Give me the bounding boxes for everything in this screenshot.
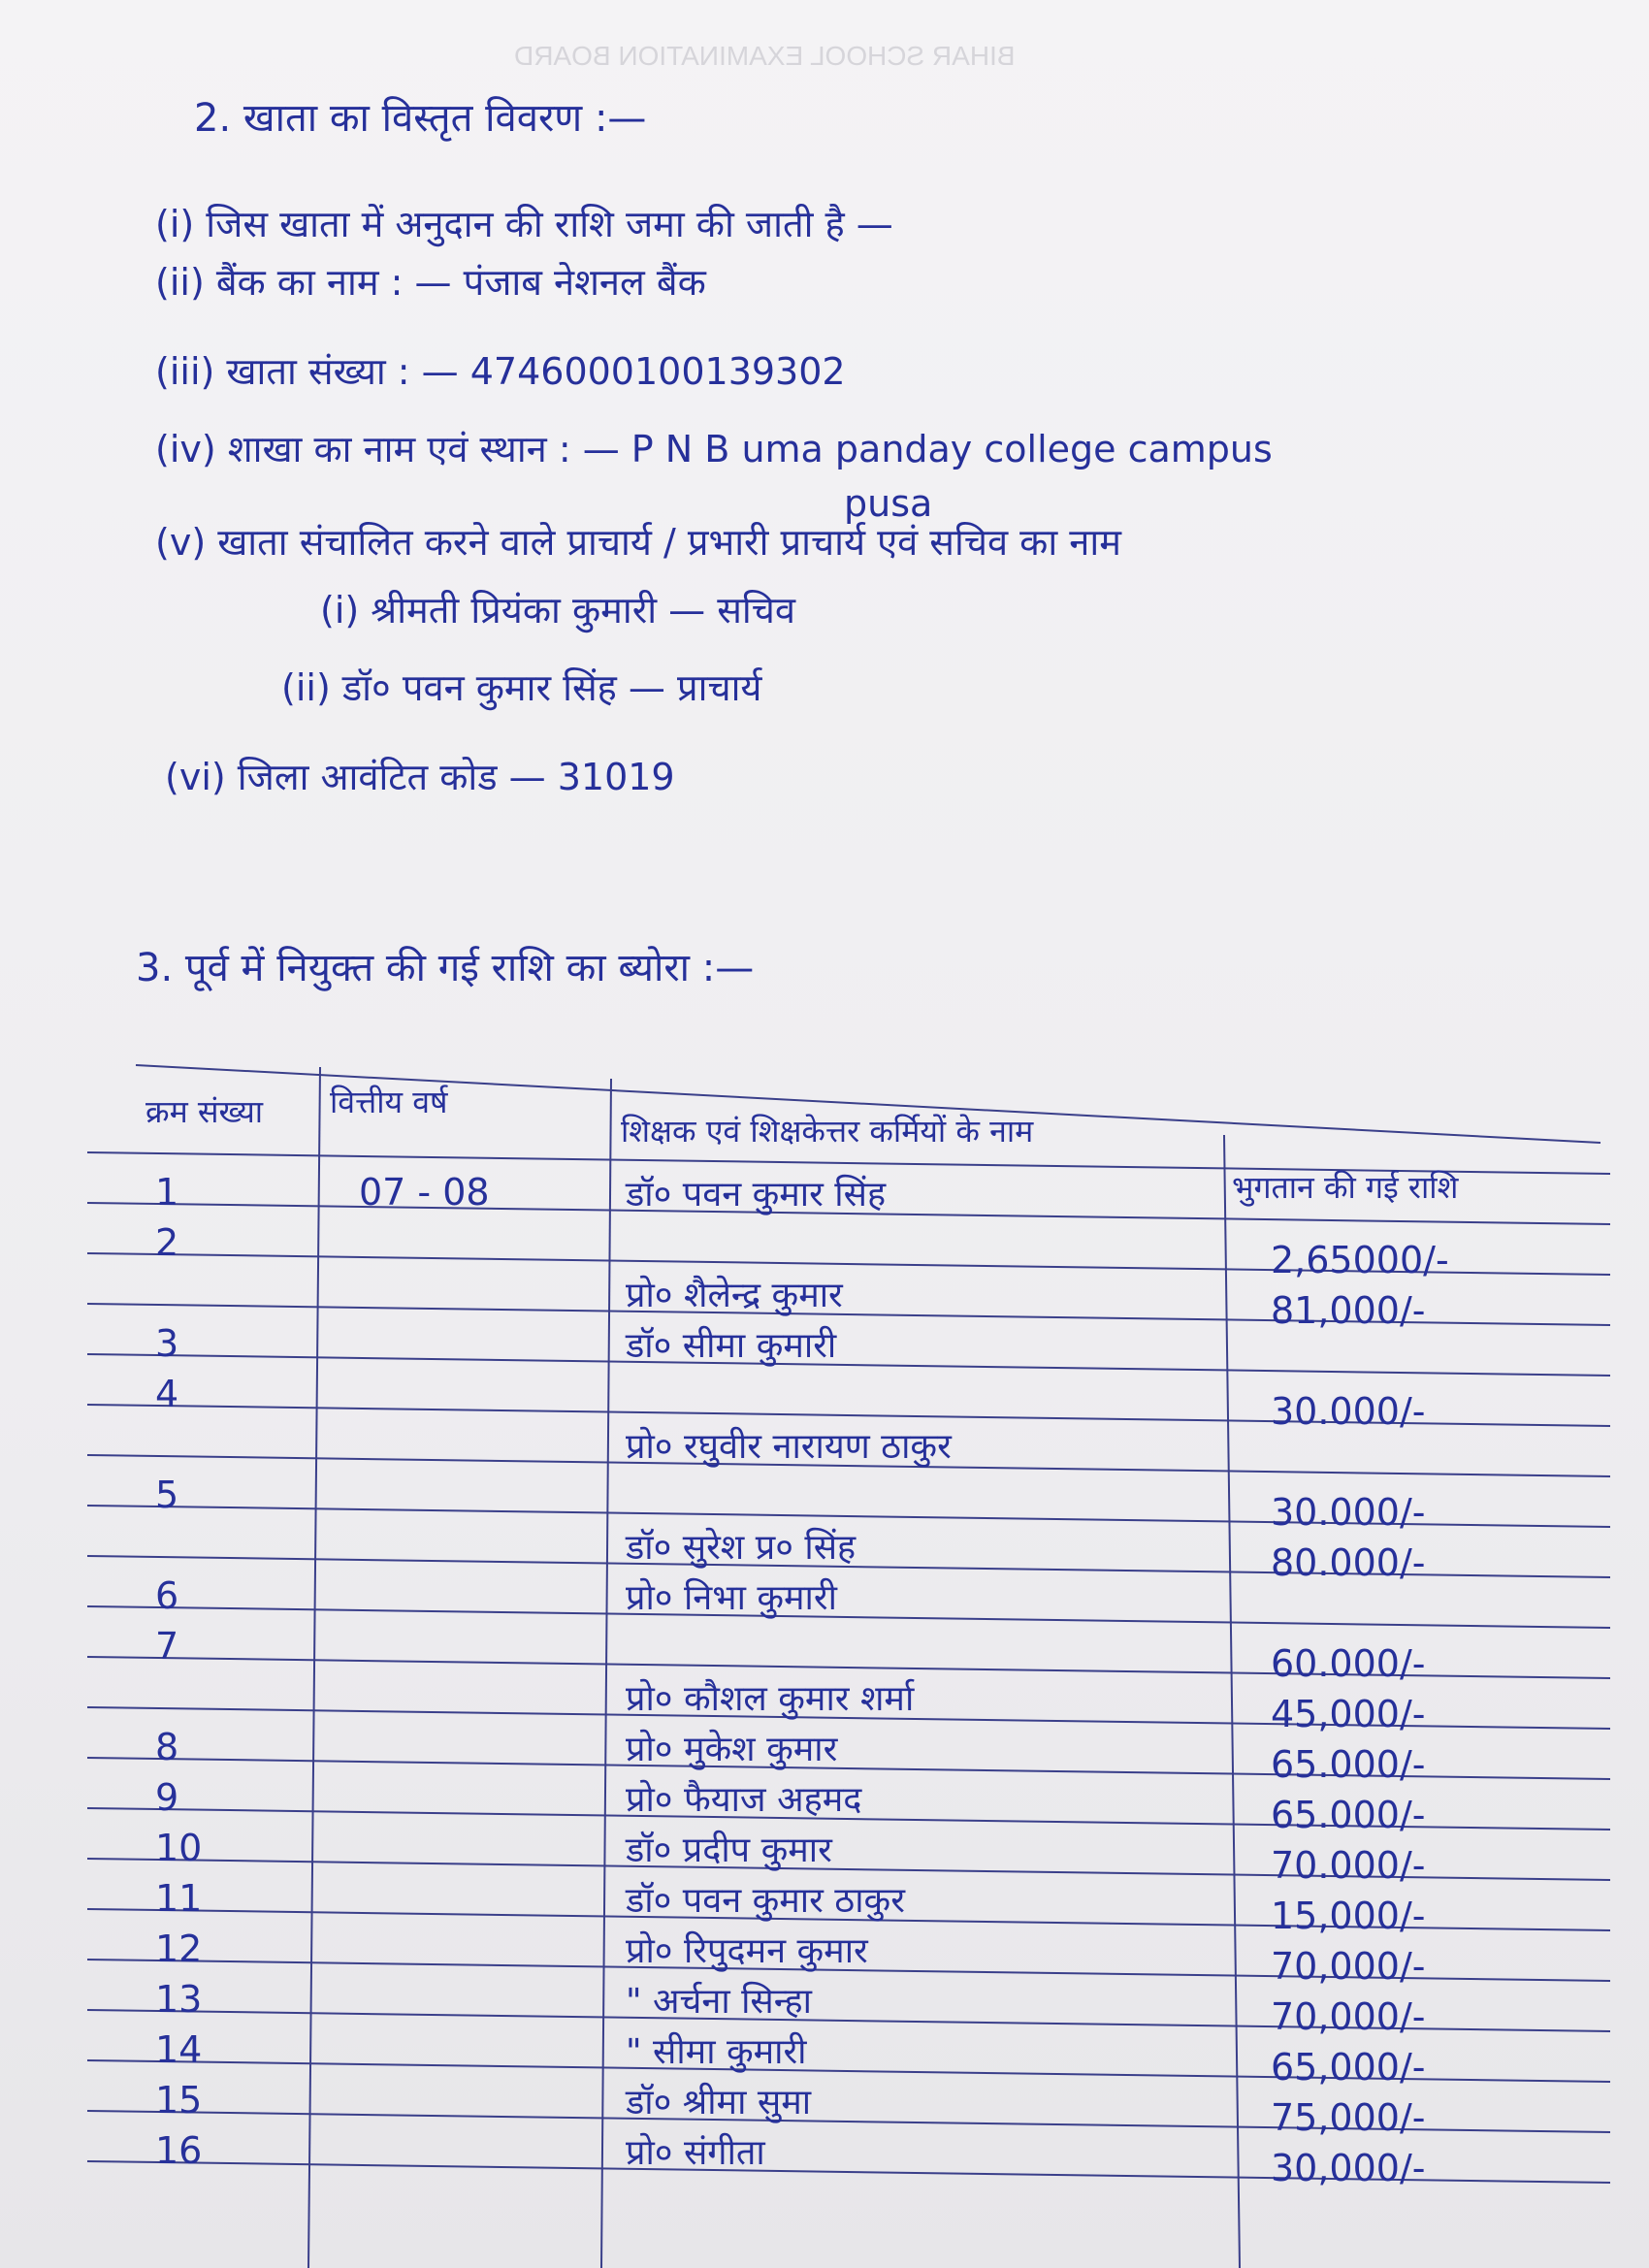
table-cell-serial: 7 [155, 1625, 179, 1668]
table-header-amount: भुगतान की गई राशि [1232, 1169, 1459, 1206]
column-divider-2 [601, 1079, 611, 2268]
table-cell-amount: 81,000/- [1271, 1289, 1426, 1332]
table-cell-amount: 65.000/- [1271, 1743, 1426, 1786]
section2-item-3: (iii) खाता संख्या : — 4746000100139302 [155, 350, 846, 393]
table-cell-amount: 45,000/- [1271, 1693, 1426, 1735]
table-cell-name: प्रो० रिपुदमन कुमार [626, 1931, 868, 1971]
table-cell-amount: 30.000/- [1271, 1491, 1426, 1534]
table-cell-amount: 70.000/- [1271, 1844, 1426, 1887]
table-cell-serial: 6 [155, 1574, 179, 1617]
table-cell-serial: 11 [155, 1877, 203, 1920]
table-cell-name: प्रो० रघुवीर नारायण ठाकुर [626, 1427, 952, 1467]
table-cell-amount: 30.000/- [1271, 1390, 1426, 1433]
table-cell-serial: 5 [155, 1474, 179, 1516]
table-cell-amount: 65.000/- [1271, 1794, 1426, 1836]
table-cell-amount: 70,000/- [1271, 1945, 1426, 1988]
table-header-names: शिक्षक एवं शिक्षकेत्तर कर्मियों के नाम [621, 1113, 1034, 1150]
table-cell-serial: 10 [155, 1827, 203, 1869]
table-cell-name: प्रो० संगीता [626, 2133, 765, 2173]
bleed-through-heading: BIHAR SCHOOL EXAMINATION BOARD [514, 41, 1016, 71]
table-cell-serial: 3 [155, 1322, 179, 1365]
table-cell-name: डॉ० प्रदीप कुमार [626, 1831, 832, 1870]
table-cell-name: " अर्चना सिन्हा [626, 1982, 812, 2022]
table-cell-serial: 2 [155, 1221, 179, 1264]
table-header-serial: क्रम संख्या [146, 1093, 264, 1130]
table-cell-name: डॉ० पवन कुमार सिंह [626, 1175, 887, 1215]
section2-item-4: (iv) शाखा का नाम एवं स्थान : — P N B uma panday college campus [155, 428, 1273, 470]
table-cell-name: डॉ० पवन कुमार ठाकुर [626, 1881, 905, 1921]
table-cell-amount: 65,000/- [1271, 2046, 1426, 2089]
table-cell-name: प्रो० मुकेश कुमार [626, 1730, 838, 1769]
table-cell-year: 07 - 08 [359, 1171, 490, 1214]
table-cell-name: प्रो० कौशल कुमार शर्मा [626, 1679, 915, 1719]
table-cell-name: प्रो० निभा कुमारी [626, 1578, 837, 1618]
table-cell-name: डॉ० श्रीमा सुमा [626, 2083, 812, 2122]
table-cell-name: " सीमा कुमारी [626, 2032, 807, 2072]
table-header-year: वित्तीय वर्ष [330, 1084, 448, 1120]
table-cell-name: डॉ० सीमा कुमारी [626, 1326, 837, 1366]
table-cell-amount: 75,000/- [1271, 2096, 1426, 2139]
table-cell-amount: 15,000/- [1271, 1895, 1426, 1937]
table-cell-serial: 13 [155, 1978, 203, 2021]
table-cell-amount: 80.000/- [1271, 1541, 1426, 1584]
column-divider-3 [1224, 1135, 1240, 2268]
table-cell-serial: 4 [155, 1373, 179, 1415]
table-row-rule [87, 1354, 1610, 1376]
section2-item-2: (ii) बैंक का नाम : — पंजाब नेशनल बैंक [155, 261, 706, 304]
table-cell-name: प्रो० शैलेन्द्र कुमार [626, 1276, 843, 1315]
table-cell-serial: 16 [155, 2129, 203, 2172]
section2-heading: 2. खाता का विस्तृत विवरण :— [194, 96, 647, 141]
section2-item-5-sub-1: (i) श्रीमती प्रियंका कुमारी — सचिव [320, 589, 796, 632]
column-divider-1 [308, 1067, 320, 2268]
table-cell-amount: 70,000/- [1271, 1995, 1426, 2038]
table-cell-amount: 2,65000/- [1271, 1239, 1449, 1281]
section2-item-1: (i) जिस खाता में अनुदान की राशि जमा की जाती है — [155, 203, 893, 245]
section2-item-6: (vi) जिला आवंटित कोड — 31019 [165, 756, 675, 798]
table-cell-serial: 9 [155, 1776, 179, 1819]
table-cell-serial: 14 [155, 2028, 203, 2071]
table-cell-serial: 15 [155, 2079, 203, 2122]
table-cell-amount: 30,000/- [1271, 2147, 1426, 2189]
table-cell-amount: 60.000/- [1271, 1642, 1426, 1685]
section2-item-5: (v) खाता संचालित करने वाले प्राचार्य / प्रभारी प्राचार्य एवं सचिव का नाम [155, 521, 1121, 564]
section3-heading: 3. पूर्व में नियुक्त की गई राशि का ब्योरा :— [136, 946, 755, 990]
table-cell-name: डॉ० सुरेश प्र० सिंह [626, 1528, 857, 1568]
section2-item-4-continued: pusa [844, 482, 933, 525]
table-cell-serial: 8 [155, 1726, 179, 1768]
table-cell-name: प्रो० फैयाज अहमद [626, 1780, 862, 1820]
section2-item-5-sub-2: (ii) डॉ० पवन कुमार सिंह — प्राचार्य [281, 666, 762, 709]
table-cell-serial: 1 [155, 1171, 179, 1214]
table-cell-serial: 12 [155, 1928, 203, 1970]
